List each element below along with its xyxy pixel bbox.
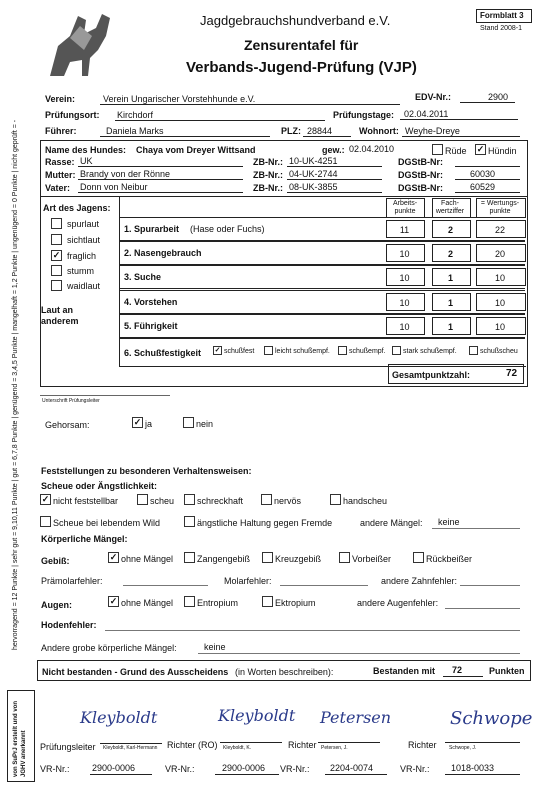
spurlaut-label: spurlaut (67, 219, 100, 229)
head-wertung: = Wertungs-punkte (480, 200, 520, 215)
arbeit-value: 10 (399, 273, 410, 283)
stand-label: Stand 2008-1 (480, 25, 523, 32)
sichtlaut-label: sichtlaut (67, 235, 101, 245)
schreckhaft-checkbox[interactable] (184, 494, 195, 505)
richter3-label: Richter (408, 740, 437, 750)
huendin-label: Hündin (488, 146, 517, 156)
entropium-label: Entropium (197, 598, 239, 608)
arbeit-value: 10 (399, 298, 410, 308)
fuehrer-value: Daniela Marks (106, 126, 164, 136)
verhalten-title: Feststellungen zu besonderen Verhaltensweisen: (41, 466, 252, 476)
nervoes-checkbox[interactable] (261, 494, 272, 505)
schussscheu-checkbox[interactable] (469, 346, 478, 355)
augenfehler-label: andere Augenfehler: (357, 598, 439, 608)
schussempf-label: schußempf. (349, 348, 386, 355)
stumm-label: stumm (67, 266, 94, 276)
leiter-label: Prüfungsleiter (40, 742, 96, 752)
leiter-name: Kleyboldt, Karl-Hermann (103, 745, 158, 751)
zangengebiss-checkbox[interactable] (184, 552, 195, 563)
formblatt-label: Formblatt 3 (480, 11, 524, 20)
unterschrift-label: Unterschrift Prüfungsleiter (42, 398, 100, 404)
mutter-label: Mutter: (45, 170, 76, 180)
ektropium-checkbox[interactable] (262, 596, 273, 607)
score-header-cell (476, 198, 526, 218)
kreuzgebiss-label: Kreuzgebiß (275, 554, 322, 564)
schussfest-checkbox[interactable]: ✓ (214, 347, 221, 354)
kreuzgebiss-checkbox[interactable] (262, 552, 273, 563)
gew-value: 02.04.2010 (349, 144, 395, 154)
score-row-label: 2. Nasengebrauch (124, 248, 202, 258)
arbeit-value: 10 (399, 322, 410, 332)
fraglich-label: fraglich (67, 251, 97, 261)
hoden-label: Hodenfehler: (41, 620, 97, 630)
schussscheu-label: schußscheu (480, 348, 518, 355)
nicht-feststellbar-label: nicht feststellbar (53, 496, 119, 506)
grobe-value: keine (204, 642, 226, 652)
plz-label: PLZ: (281, 126, 301, 136)
vr-value-2: 2900-0006 (222, 763, 266, 773)
head-arbeit: Arbeits-punkte (392, 200, 418, 215)
dogs-logo (40, 6, 120, 82)
fach-value: 2 (447, 249, 453, 259)
bestanden-label: Bestanden mit (373, 666, 436, 676)
formblatt-box (476, 9, 532, 23)
laut-label: Laut an anderem (41, 305, 79, 326)
rasse-label: Rasse: (45, 157, 75, 167)
wertung-value: 10 (494, 273, 505, 283)
grobe-label: Andere grobe körperliche Mängel: (41, 643, 177, 653)
gehorsam-label: Gehorsam: (45, 420, 90, 430)
handscheu-label: handscheu (343, 496, 388, 506)
edv-label: EDV-Nr.: (415, 92, 452, 102)
title-line1: Zensurentafel für (244, 37, 359, 53)
verein-value: Verein Ungarischer Vorstehhunde e.V. (103, 94, 256, 104)
stark-label: stark schußempf. (403, 348, 457, 355)
entropium-checkbox[interactable] (184, 596, 195, 607)
wertung-value: 20 (494, 249, 505, 259)
zb1-value: 10-UK-4251 (289, 156, 338, 166)
wertung-value: 10 (494, 322, 505, 332)
vr-label-1: VR-Nr.: (40, 764, 70, 774)
nicht-feststellbar-checkbox[interactable]: ✓ (41, 494, 50, 504)
score-row-label: 5. Führigkeit (124, 321, 178, 331)
edv-value: 2900 (488, 92, 509, 102)
zb3-value: 08-UK-3855 (289, 182, 338, 192)
bottom-sidebar-text: von SuPrJ erstellt und von JGHV anerkannt (13, 700, 27, 777)
gehorsam-ja-checkbox[interactable]: ✓ (133, 417, 142, 427)
scheue-wild-checkbox[interactable] (40, 516, 51, 527)
zb2-value: 04-UK-2744 (289, 169, 338, 179)
dgstb3-label: DGStB-Nr: (398, 183, 443, 193)
jagen-title: Art des Jagens: (43, 203, 111, 213)
scheue-title: Scheue oder Ängstlichkeit: (41, 481, 158, 491)
nicht-bestanden-label: Nicht bestanden - Grund des Ausscheidens (42, 667, 229, 677)
pruefungsort-value: Kirchdorf (117, 110, 154, 120)
waidlaut-label: waidlaut (67, 281, 101, 291)
wohnort-value: Weyhe-Dreye (405, 126, 460, 136)
leicht-checkbox[interactable] (264, 346, 273, 355)
fuehrer-label: Führer: (45, 126, 77, 136)
title-line2: Verbands-Jugend-Prüfung (VJP) (186, 59, 417, 76)
dgstb2-label: DGStB-Nr: (398, 170, 443, 180)
gew-label: gew.: (322, 145, 345, 155)
arbeit-value: 11 (399, 225, 410, 235)
dgstb3-value: 60529 (470, 182, 496, 192)
vorbeisser-label: Vorbeißer (352, 554, 392, 564)
ruede-checkbox[interactable] (432, 144, 443, 155)
bottom-sidebar-box (7, 690, 35, 782)
schuss-label: 6. Schußfestigkeit (124, 348, 202, 358)
vr-value-3: 2204-0074 (330, 763, 374, 773)
wohnort-label: Wohnort: (359, 126, 399, 136)
gebiss-label: Gebiß: (41, 556, 70, 566)
gesamt-label: Gesamtpunktzahl: (392, 370, 471, 380)
score-header-cell (386, 198, 425, 218)
ektropium-label: Ektropium (275, 598, 316, 608)
score-row-label: 1. Spurarbeit (124, 224, 180, 234)
fach-value: 1 (447, 273, 453, 283)
spurlaut-checkbox[interactable] (51, 218, 62, 229)
punkten-label: Punkten (489, 666, 525, 676)
scheu-label: scheu (150, 496, 175, 506)
wertung-value: 22 (494, 225, 505, 235)
ruede-label: Rüde (445, 146, 467, 156)
pruefungstage-value: 02.04.2011 (404, 109, 449, 119)
zb1-label: ZB-Nr.: (253, 157, 283, 167)
augen-label: Augen: (41, 600, 72, 610)
scheue-wild-label: Scheue bei lebendem Wild (53, 518, 161, 528)
molar-label: Molarfehler: (224, 576, 272, 586)
andere-maengel-value: keine (438, 517, 460, 527)
rating-scale-sidebar: hervorragend = 12 Punkte | sehr gut = 9,10,11 Punkte | gut = 6,7,8 Punkte | genügend = 3,4,5 Punkte | mangelhaft = 1,2 Punkte | ungenügend = 0 Punkte | nicht geprüft = - (12, 119, 19, 650)
wertung-value: 10 (494, 298, 505, 308)
zahn-label: andere Zahnfehler: (381, 576, 458, 586)
sig-richter2: Petersen (320, 708, 392, 727)
verein-label: Verein: (45, 94, 76, 104)
richter3-name: Schwope, J. (449, 745, 477, 751)
pruefungsort-label: Prüfungsort: (45, 110, 100, 120)
scheu-checkbox[interactable] (137, 494, 148, 505)
pruefungstage-label: Prüfungstage: (333, 110, 395, 120)
bestanden-value: 72 (452, 665, 463, 675)
aengstlich-label: ängstliche Haltung gegen Fremde (197, 518, 333, 528)
stark-checkbox[interactable] (392, 346, 401, 355)
vr-label-2: VR-Nr.: (165, 764, 195, 774)
gesamt-value: 72 (506, 368, 518, 379)
sig-leiter: Kleyboldt (80, 708, 158, 727)
dog-name-label: Name des Hundes: (45, 145, 127, 155)
andere-maengel-label: andere Mängel: (360, 518, 423, 528)
vater-label: Vater: (45, 183, 71, 193)
aengstlich-checkbox[interactable] (184, 516, 195, 527)
gehorsam-nein-label: nein (196, 419, 214, 429)
gehorsam-nein-checkbox[interactable] (183, 417, 194, 428)
augen-ohne-label: ohne Mängel (121, 598, 174, 608)
praemolar-label: Prämolarfehler: (41, 576, 103, 586)
gebiss-ohne-checkbox[interactable]: ✓ (109, 552, 118, 562)
vater-value: Donn von Neibur (80, 182, 148, 192)
score-row-label: 4. Vorstehen (124, 297, 178, 307)
rasse-value: UK (80, 156, 93, 166)
augen-ohne-checkbox[interactable]: ✓ (109, 596, 118, 606)
fach-value: 1 (447, 298, 453, 308)
score-header-cell (432, 198, 471, 218)
mutter-value: Brandy von der Rönne (80, 169, 171, 179)
huendin-checkbox[interactable]: ✓ (476, 144, 485, 154)
arbeit-value: 10 (399, 249, 410, 259)
vr-label-4: VR-Nr.: (400, 764, 430, 774)
plz-value: 28844 (307, 126, 333, 136)
zb2-label: ZB-Nr.: (253, 170, 283, 180)
vorbeisser-checkbox[interactable] (339, 552, 350, 563)
gebiss-ohne-label: ohne Mängel (121, 554, 174, 564)
rueckbeisser-label: Rückbeißer (426, 554, 473, 564)
handscheu-checkbox[interactable] (330, 494, 341, 505)
vr-value-1: 2900-0006 (92, 763, 136, 773)
richter2-label: Richter (288, 740, 317, 750)
org-name: Jagdgebrauchshundverband e.V. (200, 13, 391, 28)
dog-name-value: Chaya vom Dreyer Wittsand (136, 145, 256, 155)
richter-ro-name: Kleyboldt, K. (223, 745, 252, 751)
nervoes-label: nervös (274, 496, 302, 506)
koerper-title: Körperliche Mängel: (41, 534, 128, 544)
schussempf-checkbox[interactable] (338, 346, 347, 355)
waidlaut-checkbox[interactable] (51, 280, 62, 291)
fraglich-checkbox[interactable]: ✓ (52, 250, 61, 260)
rueckbeisser-checkbox[interactable] (413, 552, 424, 563)
richter2-name: Petersen, J. (321, 745, 348, 751)
dgstb2-value: 60030 (470, 169, 496, 179)
fach-value: 1 (447, 322, 453, 332)
richter-ro-label: Richter (RO) (167, 740, 218, 750)
stumm-checkbox[interactable] (51, 265, 62, 276)
nicht-bestanden-sub: (in Worten beschreiben): (235, 667, 334, 677)
schreckhaft-label: schreckhaft (197, 496, 244, 506)
vr-value-4: 1018-0033 (451, 763, 495, 773)
sichtlaut-checkbox[interactable] (51, 234, 62, 245)
fach-value: 2 (447, 225, 453, 235)
score-row-label: 3. Suche (124, 272, 162, 282)
dgstb1-label: DGStB-Nr: (398, 157, 443, 167)
zb3-label: ZB-Nr.: (253, 183, 283, 193)
score-row-sub: (Hase oder Fuchs) (190, 224, 265, 234)
leicht-label: leicht schußempf. (275, 348, 330, 355)
gehorsam-ja-label: ja (145, 419, 153, 429)
sig-richter-ro: Kleyboldt (218, 706, 296, 725)
head-fach: Fach-wertziffer (435, 200, 465, 215)
zangengebiss-label: Zangengebiß (197, 554, 251, 564)
schussfest-label: schußfest (224, 348, 255, 355)
vr-label-3: VR-Nr.: (280, 764, 310, 774)
sig-richter3: Schwope (450, 708, 533, 729)
